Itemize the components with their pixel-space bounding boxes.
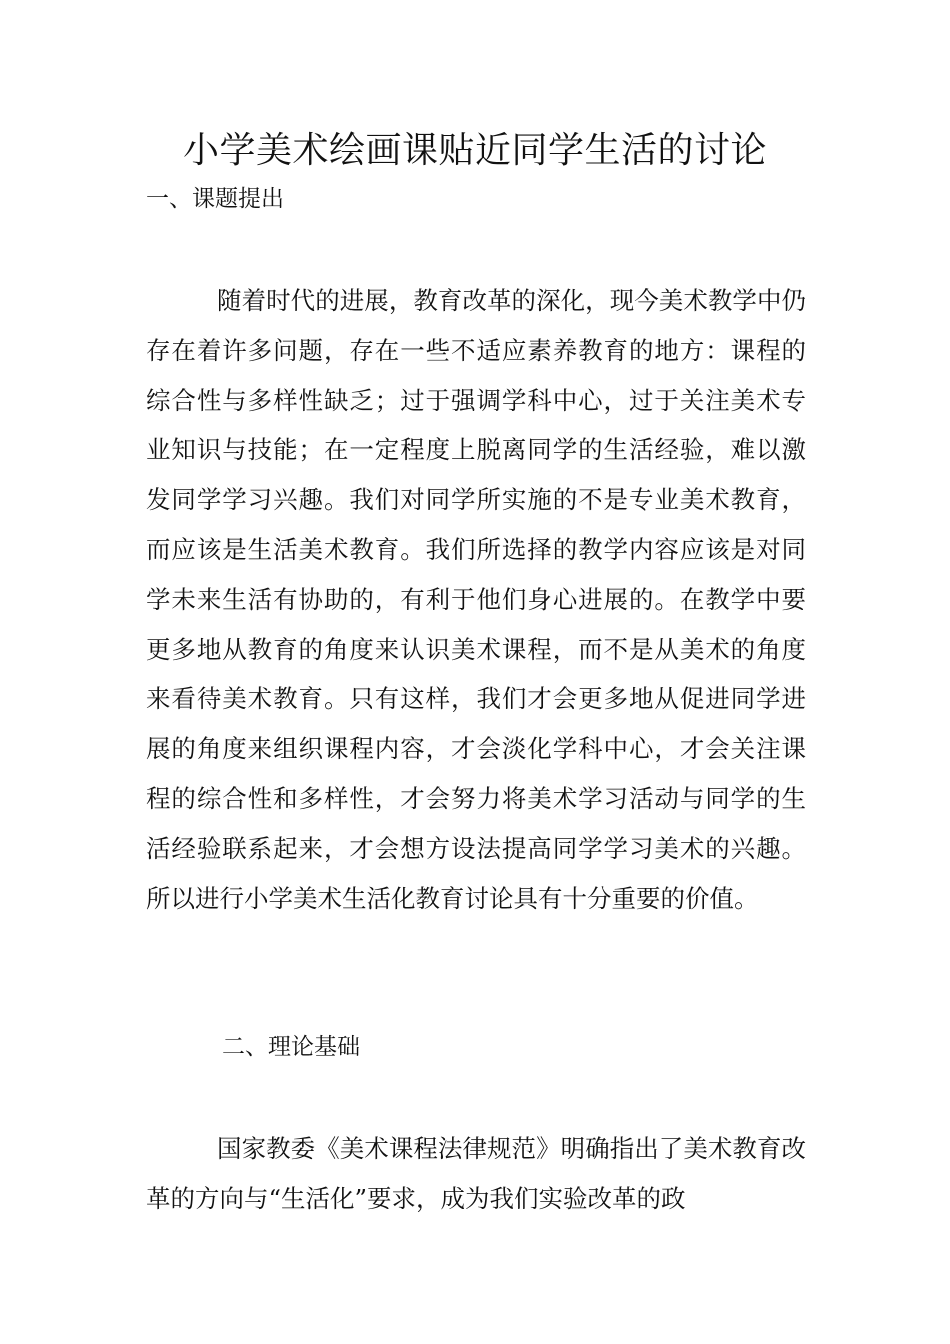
section-paragraph-2: 国家教委《美术课程法律规范》明确指出了美术教育改革的方向与“生活化”要求，成为我们实验改革的政 (146, 1134, 806, 1213)
section-heading-2: 二、理论基础 (222, 1034, 360, 1060)
document-title: 小学美术绘画课贴近同学生活的讨论 (182, 130, 767, 171)
section-heading-1: 一、课题提出 (146, 186, 284, 212)
section-paragraph-1: 随着时代的进展，教育改革的深化，现今美术教学中仍存在着许多问题，存在一些不适应素养教育的地方：课程的综合性与多样性缺乏；过于强调学科中心，过于关注美术专业知识与技能；在一定程度上脱离同学的生活经验，难以激发同学学习兴趣。我们对同学所实施的不是专业美术教育，而应该是生活美术教育。我们所选择的教学内容应该是对同学未来生活有协助的，有利于他们身心进展的。在教学中要更多地从教育的角度来认识美术课程，而不是从美术的角度来看待美术教育。只有这样，我们才会更多地从促进同学进展的角度来组织课程内容，才会淡化学科中心，才会关注课程的综合性和多样性，才会努力将美术学习活动与同学的生活经验联系起来，才会想方设法提高同学学习美术的兴趣。所以进行小学美术生活化教育讨论具有十分重要的价值。 (146, 286, 806, 913)
